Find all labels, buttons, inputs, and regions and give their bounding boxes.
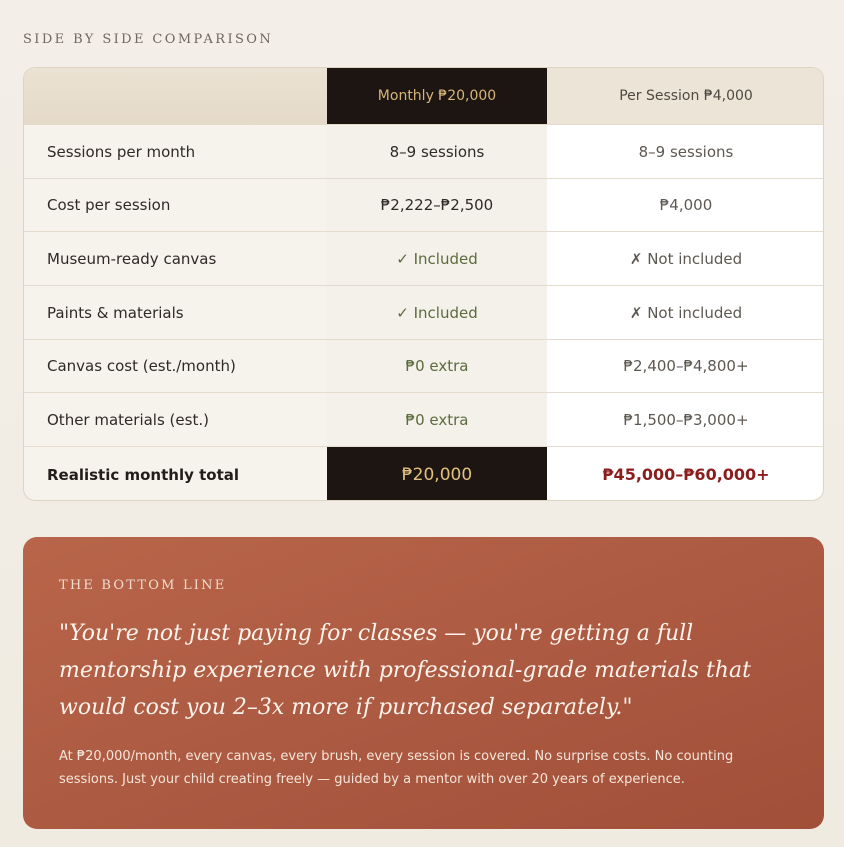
- row-label: Other materials (est.): [47, 410, 209, 429]
- monthly-value: ₱0 extra: [327, 393, 547, 446]
- total-label: Realistic monthly total: [47, 465, 239, 484]
- per-session-value: ₱2,400–₱4,800+: [547, 340, 824, 392]
- monthly-value: ✓ Included: [327, 286, 547, 339]
- per-session-value: ✗ Not included: [547, 286, 824, 339]
- comparison-table: [23, 67, 824, 501]
- table-header-row: [24, 68, 824, 124]
- bottom-line-eyebrow: THE BOTTOM LINE: [59, 578, 227, 593]
- row-label: Museum-ready canvas: [47, 249, 217, 268]
- monthly-value: ✓ Included: [327, 232, 547, 285]
- monthly-value: ₱0 extra: [327, 340, 547, 392]
- row-label: Sessions per month: [47, 142, 196, 161]
- table-row: [24, 392, 824, 446]
- table-row: [24, 285, 824, 339]
- bottom-line-body: At ₱20,000/month, every canvas, every brush, every session is covered. No surprise costs. No counting sessions. Just your child creating freely — guided by a mentor with over 20 years of experience.: [59, 749, 734, 787]
- table-row: [24, 178, 824, 231]
- section-eyebrow: SIDE BY SIDE COMPARISON: [23, 32, 274, 47]
- table-row: [24, 231, 824, 285]
- row-label: Cost per session: [47, 196, 171, 214]
- header-per-session-plan: Per Session ₱4,000: [547, 68, 824, 124]
- per-session-value: ₱1,500–₱3,000+: [547, 393, 824, 446]
- per-session-total-value: ₱45,000–₱60,000+: [547, 447, 824, 501]
- bottom-line-quote: "You're not just paying for classes — you're getting a full mentorship experience with professional-grade materials that would cost you 2–3x more if purchased separately.": [59, 621, 751, 720]
- bottom-line-card: [23, 537, 824, 829]
- per-session-value: ✗ Not included: [547, 232, 824, 285]
- row-label: Paints & materials: [47, 303, 184, 322]
- total-row: [24, 446, 824, 501]
- table-row: [24, 124, 824, 178]
- table-row: [24, 339, 824, 392]
- header-empty-cell: [24, 68, 327, 124]
- monthly-value: 8–9 sessions: [327, 125, 547, 178]
- monthly-total-value: ₱20,000: [327, 447, 547, 501]
- per-session-value: 8–9 sessions: [547, 125, 824, 178]
- monthly-value: ₱2,222–₱2,500: [327, 179, 547, 231]
- row-label: Canvas cost (est./month): [47, 357, 236, 375]
- header-monthly-plan: Monthly ₱20,000: [327, 68, 547, 124]
- per-session-value: ₱4,000: [547, 179, 824, 231]
